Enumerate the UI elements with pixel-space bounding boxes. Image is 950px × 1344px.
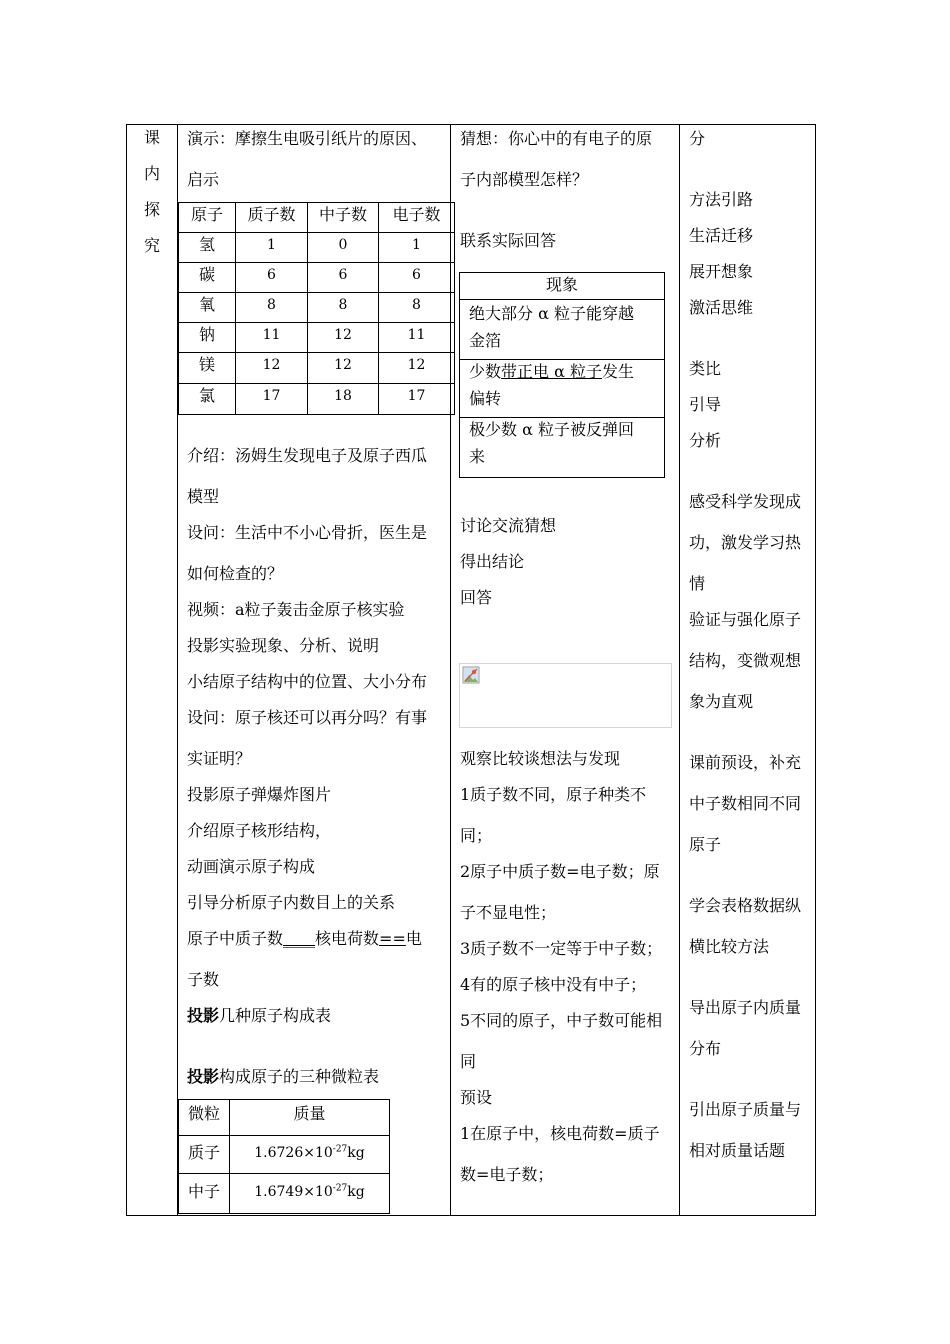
intent-line: 学会表格数据纵 — [689, 896, 802, 915]
table-cell: 12 — [334, 357, 352, 373]
finding-line: 4有的原子核中没有中子； — [460, 975, 647, 994]
relation-line-cont: 子数 — [187, 970, 220, 989]
table-cell: 12 — [334, 327, 352, 343]
teacher-line: 投影原子弹爆炸图片 — [187, 785, 332, 804]
teacher-line: 设问：原子核还可以再分吗？有事 — [187, 708, 428, 727]
intent-line: 验证与强化原子 — [689, 610, 802, 629]
table-cell: 6 — [412, 267, 421, 283]
intent-line: 导出原子内质量 — [689, 998, 802, 1017]
intent-line: 分布 — [689, 1039, 722, 1058]
table-cell: 8 — [412, 297, 421, 313]
teacher-line: 小结原子结构中的位置、大小分布 — [187, 672, 428, 691]
table-header: 现象 — [545, 275, 578, 294]
phenomenon-text-underlined: 带正电 α 粒子 — [501, 362, 602, 381]
teacher-line: 投影实验现象、分析、说明 — [187, 636, 380, 655]
finding-line: 同； — [460, 826, 493, 845]
table-header: 中子数 — [318, 205, 367, 224]
table-cell: 6 — [338, 267, 348, 283]
mass-unit: kg — [347, 1184, 365, 1200]
table-cell: 12 — [407, 357, 426, 373]
intent-line: 类比 — [689, 359, 722, 378]
table-cell: 0 — [338, 237, 348, 253]
projection-line — [187, 1067, 379, 1087]
table-cell: 8 — [267, 297, 276, 313]
table-header: 原子 — [190, 205, 223, 224]
projection-line — [187, 1006, 331, 1026]
relation-blank: == — [379, 929, 406, 948]
phenomenon-text: 金箔 — [469, 331, 502, 350]
table-cell: 钠 — [198, 325, 215, 344]
finding-line: 子不显电性； — [460, 903, 557, 922]
reply-text: 回答 — [460, 588, 493, 607]
teacher-line: 设问：生活中不小心骨折，医生是 — [187, 523, 428, 542]
mass-unit: kg — [347, 1145, 365, 1161]
finding-line: 同 — [460, 1052, 477, 1071]
intent-line: 生活迁移 — [689, 226, 754, 245]
intent-line: 横比较方法 — [689, 937, 770, 956]
outer-top-border — [126, 124, 816, 125]
table-cell: 质子 — [187, 1143, 220, 1162]
phenomenon-text: 偏转 — [469, 389, 502, 408]
intent-line: 分 — [689, 129, 706, 148]
section-label-char: 内 — [144, 164, 161, 183]
teacher-line: 模型 — [187, 487, 220, 506]
preset-text: 预设 — [460, 1088, 493, 1107]
projection-label: 投影 — [187, 1067, 220, 1086]
demo-text-cont: 启示 — [187, 170, 220, 189]
table-header: 电子数 — [392, 205, 441, 224]
relation-blank: ____ — [283, 929, 316, 948]
intent-line: 课前预设，补充 — [689, 753, 802, 772]
intent-line: 原子 — [689, 835, 722, 854]
relation-text: 原子中质子数 — [187, 929, 284, 948]
discuss-text: 讨论交流猜想 — [460, 516, 557, 535]
demo-text: 演示：摩擦生电吸引纸片的原因、 — [187, 129, 428, 148]
intent-line: 结构，变微观想 — [689, 651, 802, 670]
intent-line: 情 — [689, 574, 706, 593]
intent-line: 引导 — [689, 395, 722, 414]
table-cell: 6 — [267, 267, 276, 283]
teacher-line: 动画演示原子构成 — [187, 857, 316, 876]
intent-line: 中子数相同不同 — [689, 794, 802, 813]
observe-text: 观察比较谈想法与发现 — [460, 749, 621, 768]
col-divider-2 — [450, 124, 451, 1216]
table-cell: 1 — [412, 237, 421, 253]
intent-line: 分析 — [689, 431, 722, 450]
teacher-line: 介绍：汤姆生发现电子及原子西瓜 — [187, 446, 428, 465]
table-cell — [230, 1143, 389, 1163]
finding-line: 3质子数不一定等于中子数； — [460, 939, 663, 958]
relation-text: 电 — [405, 929, 422, 948]
table-header: 质子数 — [247, 205, 296, 224]
table-header: 质量 — [293, 1104, 326, 1123]
teacher-line: 介绍原子核形结构， — [187, 821, 332, 840]
phenomenon-text-part: 少数 — [469, 362, 502, 381]
phenomenon-text: 绝大部分 α 粒子能穿越 — [469, 304, 634, 323]
intent-line: 展开想象 — [689, 262, 754, 281]
answer-text: 联系实际回答 — [460, 231, 557, 250]
table-cell: 氢 — [198, 235, 215, 254]
mass-mantissa: 1.6726×10 — [254, 1145, 333, 1161]
image-placeholder — [459, 663, 672, 728]
table-cell: 1 — [267, 237, 276, 253]
table-cell: 氯 — [198, 386, 215, 405]
teacher-line: 引导分析原子内数目上的关系 — [187, 893, 396, 912]
finding-line: 5不同的原子，中子数可能相 — [460, 1011, 663, 1030]
intent-line: 功，激发学习热 — [689, 533, 802, 552]
relation-text: 核电荷数 — [315, 929, 380, 948]
intent-line: 激活思维 — [689, 298, 754, 317]
projection-label: 投影 — [187, 1006, 220, 1025]
teacher-line: 实证明？ — [187, 749, 252, 768]
table-cell: 17 — [262, 388, 281, 404]
phenomenon-text — [469, 362, 634, 382]
conclusion-text: 得出结论 — [460, 552, 525, 571]
preset-line: 数=电子数； — [460, 1165, 554, 1184]
teacher-line: 视频：a粒子轰击金原子核实验 — [187, 600, 405, 619]
table-cell: 氧 — [198, 295, 215, 314]
guess-text: 猜想：你心中的有电子的原 — [460, 129, 653, 148]
mass-exponent: -27 — [332, 1183, 348, 1194]
mass-exponent: -27 — [332, 1144, 348, 1155]
table-cell: 18 — [334, 388, 352, 404]
outer-left-border — [126, 124, 127, 1216]
broken-image-icon — [462, 666, 482, 686]
mass-mantissa: 1.6749×10 — [254, 1184, 333, 1200]
phenomenon-text-part: 发生 — [602, 362, 635, 381]
finding-line: 1质子数不同，原子种类不 — [460, 785, 647, 804]
table-cell — [230, 1182, 389, 1202]
table-cell: 镁 — [198, 355, 215, 374]
table-cell: 中子 — [187, 1182, 220, 1201]
preset-line: 1在原子中，核电荷数=质子 — [460, 1124, 660, 1143]
table-cell: 11 — [407, 327, 426, 343]
table-cell: 8 — [338, 297, 348, 313]
projection-text: 几种原子构成表 — [219, 1006, 332, 1025]
section-label-char: 探 — [144, 200, 161, 219]
intent-line: 引出原子质量与 — [689, 1100, 802, 1119]
section-label-char: 课 — [144, 128, 161, 147]
outer-right-border — [815, 124, 816, 1216]
section-label-char: 究 — [144, 236, 161, 255]
table-cell: 碳 — [198, 265, 215, 284]
teacher-line: 如何检查的？ — [187, 564, 284, 583]
guess-text-cont: 子内部模型怎样？ — [460, 170, 589, 189]
table-cell: 12 — [262, 357, 281, 373]
intent-line: 象为直观 — [689, 692, 754, 711]
finding-line: 2原子中质子数=电子数；原 — [460, 862, 660, 881]
table-header: 微粒 — [187, 1104, 220, 1123]
intent-line: 方法引路 — [689, 190, 754, 209]
table-cell: 11 — [262, 327, 281, 343]
intent-line: 相对质量话题 — [689, 1141, 786, 1160]
relation-line — [187, 929, 422, 949]
intent-line: 感受科学发现成 — [689, 492, 802, 511]
phenomenon-text: 极少数 α 粒子被反弹回 — [469, 420, 634, 439]
projection-text: 构成原子的三种微粒表 — [219, 1067, 380, 1086]
table-cell: 17 — [407, 388, 426, 404]
phenomenon-text: 来 — [469, 447, 486, 466]
outer-bottom-border — [126, 1215, 816, 1216]
col-divider-3 — [679, 124, 680, 1216]
